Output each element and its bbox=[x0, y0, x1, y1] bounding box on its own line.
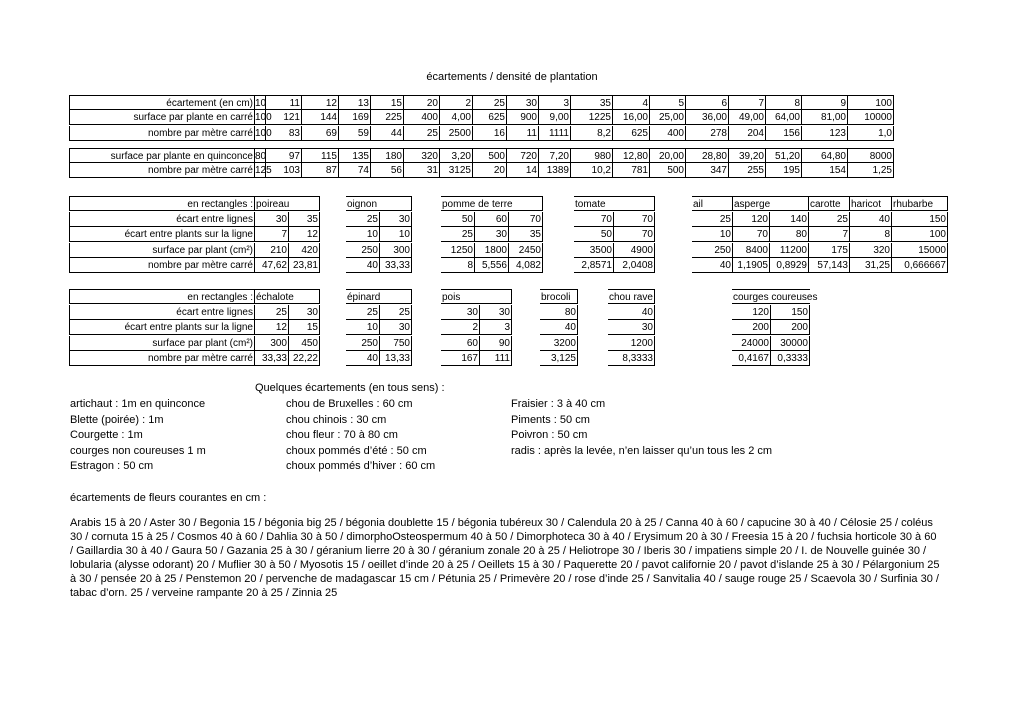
density-cell: 8000 bbox=[848, 148, 894, 163]
density-cell: 100 bbox=[255, 128, 272, 139]
rect1-row-label: nombre par mètre carré bbox=[69, 258, 255, 273]
rect2-cell: 60 bbox=[441, 336, 480, 351]
rect1-row bbox=[0, 196, 1024, 211]
density-cell: 115 bbox=[302, 148, 339, 163]
density-cell: 4,00 bbox=[440, 110, 473, 125]
rect2-cell: 3 bbox=[480, 320, 512, 335]
rect2-row bbox=[0, 320, 1024, 335]
rect2-group-name: brocoli bbox=[540, 289, 578, 304]
density-cell: 8 bbox=[766, 95, 802, 110]
density-cell: 25 bbox=[473, 95, 507, 110]
rect2-cell: 167 bbox=[441, 351, 480, 366]
density-cell: 20,00 bbox=[650, 148, 686, 163]
rect1-cell: 50 bbox=[574, 227, 614, 242]
quelques-title: Quelques écartements (en tous sens) : bbox=[255, 382, 445, 394]
density-cell: 11 bbox=[266, 95, 302, 110]
density-row-label: surface par plante en quinconce bbox=[69, 148, 255, 163]
rect2-cell: 3,125 bbox=[540, 351, 578, 366]
rect1-group-name: ail bbox=[692, 196, 733, 211]
density-cell: 123 bbox=[802, 126, 848, 141]
density-cell: 39,20 bbox=[729, 148, 766, 163]
density-cell: 195 bbox=[766, 163, 802, 178]
density-cell: 225 bbox=[371, 110, 404, 125]
rect2-row-label: surface par plant (cm²) bbox=[69, 336, 255, 351]
rect1-group-name: tomate bbox=[574, 196, 655, 211]
density-cell: 2 bbox=[440, 95, 473, 110]
rect1-cell: 4900 bbox=[614, 243, 655, 258]
rect2-cell: 750 bbox=[380, 336, 412, 351]
density-row-label: écartement (en cm) bbox=[69, 95, 255, 110]
rect2-group-name: courges coureuses bbox=[732, 289, 810, 304]
rect1-cell: 12 bbox=[289, 227, 320, 242]
rect2-cell: 30000 bbox=[771, 336, 810, 351]
rect1-cell: 3500 bbox=[574, 243, 614, 258]
rect1-row-label: écart entre plants sur la ligne bbox=[69, 227, 255, 242]
density-cell: 10,2 bbox=[571, 163, 613, 178]
spacing-note: courges non coureuses 1 m bbox=[70, 444, 206, 457]
rect2-cell: 30 bbox=[441, 305, 480, 320]
density-cell: 12,80 bbox=[613, 148, 650, 163]
density-cell: 121 bbox=[266, 110, 302, 125]
rect1-cell: 2,0408 bbox=[614, 258, 655, 273]
rect1-cell: 150 bbox=[892, 212, 948, 227]
rect2-cell: 25 bbox=[346, 305, 380, 320]
rect1-cell: 40 bbox=[346, 258, 380, 273]
rect1-cell: 50 bbox=[441, 212, 475, 227]
rect1-cell: 250 bbox=[346, 243, 380, 258]
rect1-group-name: oignon bbox=[346, 196, 412, 211]
rect1-cell: 8400 bbox=[733, 243, 770, 258]
rect1-cell: 40 bbox=[692, 258, 733, 273]
rect2-cell: 24000 bbox=[732, 336, 771, 351]
density-row bbox=[69, 95, 894, 110]
density-cell: 51,20 bbox=[766, 148, 802, 163]
rect2-cell: 40 bbox=[540, 320, 578, 335]
rect2-row bbox=[0, 305, 1024, 320]
density-cell: 15 bbox=[371, 95, 404, 110]
density-cell: 8,2 bbox=[571, 126, 613, 141]
density-cell: 9,00 bbox=[539, 110, 571, 125]
density-cell: 255 bbox=[729, 163, 766, 178]
rect2-cell: 22,22 bbox=[289, 351, 320, 366]
density-cell: 28,80 bbox=[686, 148, 729, 163]
rect2-cell: 300 bbox=[255, 336, 289, 351]
density-row bbox=[69, 148, 894, 163]
density-cell: 36,00 bbox=[686, 110, 729, 125]
density-cell: 44 bbox=[371, 126, 404, 141]
rect1-cell: 250 bbox=[692, 243, 733, 258]
spacing-note: choux pommés d’été : 50 cm bbox=[286, 444, 427, 457]
density-cell: 5 bbox=[650, 95, 686, 110]
rect1-cell: 175 bbox=[809, 243, 850, 258]
rect2-cell: 40 bbox=[346, 351, 380, 366]
density-cell: 278 bbox=[686, 126, 729, 141]
density-cell: 320 bbox=[404, 148, 440, 163]
rect2-cell: 25 bbox=[380, 305, 412, 320]
spacing-note: Poivron : 50 cm bbox=[511, 429, 588, 441]
rect2-cell: 0,3333 bbox=[771, 351, 810, 366]
spacing-note: chou de Bruxelles : 60 cm bbox=[286, 398, 413, 410]
rect2-cell: 25 bbox=[255, 305, 289, 320]
density-cell: 14 bbox=[507, 163, 539, 178]
rect2-cell: 15 bbox=[289, 320, 320, 335]
density-row-label: nombre par mètre carré bbox=[69, 163, 255, 178]
density-cell: 20 bbox=[473, 163, 507, 178]
rect2-cell: 200 bbox=[771, 320, 810, 335]
rect1-cell: 25 bbox=[441, 227, 475, 242]
density-cell: 69 bbox=[302, 126, 339, 141]
density-cell: 100 bbox=[255, 112, 272, 123]
density-cell: 9 bbox=[802, 95, 848, 110]
density-cell: 74 bbox=[339, 163, 371, 178]
rect1-cell: 1,1905 bbox=[733, 258, 770, 273]
rect2-group-name: chou rave bbox=[608, 289, 655, 304]
rect1-cell: 11200 bbox=[770, 243, 809, 258]
density-cell: 500 bbox=[473, 148, 507, 163]
rect1-cell: 7 bbox=[255, 227, 289, 242]
density-cell: 6 bbox=[686, 95, 729, 110]
density-cell: 20 bbox=[404, 95, 440, 110]
rect2-group-name: épinard bbox=[346, 289, 412, 304]
rect1-cell: 70 bbox=[574, 212, 614, 227]
density-row bbox=[69, 163, 894, 178]
spacing-note: Fraisier : 3 à 40 cm bbox=[511, 398, 606, 410]
rect1-cell: 100 bbox=[892, 227, 948, 242]
spacing-note: choux pommés d’hiver : 60 cm bbox=[286, 460, 436, 472]
rect1-cell: 8 bbox=[441, 258, 475, 273]
rect1-cell: 1800 bbox=[475, 243, 509, 258]
rect2-cell: 450 bbox=[289, 336, 320, 351]
density-cell: 83 bbox=[266, 126, 302, 141]
rect1-row bbox=[0, 212, 1024, 227]
rect1-row-label: en rectangles : bbox=[69, 196, 255, 211]
density-cell: 500 bbox=[650, 163, 686, 178]
rect2-row-label: écart entre lignes bbox=[69, 305, 255, 320]
rect1-cell: 60 bbox=[475, 212, 509, 227]
rect1-group-name: asperge bbox=[733, 196, 809, 211]
rect2-cell: 2 bbox=[441, 320, 480, 335]
rect1-cell: 33,33 bbox=[380, 258, 412, 273]
density-cell: 64,80 bbox=[802, 148, 848, 163]
density-cell: 64,00 bbox=[766, 110, 802, 125]
rect1-cell: 1250 bbox=[441, 243, 475, 258]
rect1-cell: 70 bbox=[509, 212, 543, 227]
density-cell: 16,00 bbox=[613, 110, 650, 125]
rect2-row bbox=[0, 351, 1024, 366]
spacing-note: Estragon : 50 cm bbox=[70, 460, 154, 472]
density-cell: 781 bbox=[613, 163, 650, 178]
density-cell: 156 bbox=[766, 126, 802, 141]
rect2-cell: 111 bbox=[480, 351, 512, 366]
rect2-group-name: pois bbox=[441, 289, 512, 304]
rect2-cell: 200 bbox=[732, 320, 771, 335]
density-row bbox=[69, 110, 894, 125]
spacing-note: radis : après la levée, n’en laisser qu’un tous les 2 cm bbox=[511, 444, 773, 457]
spacing-note: Piments : 50 cm bbox=[511, 413, 590, 426]
rect1-cell: 70 bbox=[614, 227, 655, 242]
density-row-label: surface par plante en carré bbox=[69, 110, 255, 125]
density-cell: 204 bbox=[729, 126, 766, 141]
density-cell: 25,00 bbox=[650, 110, 686, 125]
density-cell: 625 bbox=[473, 110, 507, 125]
rect2-cell: 30 bbox=[608, 320, 655, 335]
rect2-row-label: nombre par mètre carré bbox=[69, 351, 255, 366]
rect2-cell: 30 bbox=[289, 305, 320, 320]
rect1-cell: 10 bbox=[692, 227, 733, 242]
rect1-cell: 30 bbox=[380, 212, 412, 227]
rect1-group-name: pomme de terre bbox=[441, 196, 543, 211]
density-cell: 3,20 bbox=[440, 148, 473, 163]
density-cell: 56 bbox=[371, 163, 404, 178]
rect1-cell: 25 bbox=[809, 212, 850, 227]
density-cell: 87 bbox=[302, 163, 339, 178]
spacing-note: chou fleur : 70 à 80 cm bbox=[286, 429, 398, 441]
rect1-cell: 30 bbox=[475, 227, 509, 242]
density-cell: 10 bbox=[255, 95, 266, 110]
rect1-cell: 420 bbox=[289, 243, 320, 258]
density-cell: 59 bbox=[339, 126, 371, 141]
rect1-group-name: rhubarbe bbox=[892, 196, 948, 211]
rect2-row bbox=[0, 289, 1024, 304]
density-cell: 135 bbox=[339, 148, 371, 163]
density-cell: 1111 bbox=[539, 126, 571, 141]
density-cell: 81,00 bbox=[802, 110, 848, 125]
rect1-cell: 320 bbox=[850, 243, 892, 258]
rect1-cell: 210 bbox=[255, 243, 289, 258]
rect1-row-label: surface par plant (cm²) bbox=[69, 243, 255, 258]
density-cell: 16 bbox=[473, 126, 507, 141]
spacing-note: Blette (poirée) : 1m bbox=[70, 413, 164, 426]
rect1-cell: 10 bbox=[380, 227, 412, 242]
density-cell: 30 bbox=[507, 95, 539, 110]
rect2-cell: 33,33 bbox=[255, 351, 289, 366]
rect2-cell: 1200 bbox=[608, 336, 655, 351]
density-cell: 31 bbox=[404, 163, 440, 178]
density-cell: 11 bbox=[507, 126, 539, 141]
rect2-cell: 0,4167 bbox=[732, 351, 771, 366]
density-cell: 13 bbox=[339, 95, 371, 110]
rect1-group-name: carotte bbox=[809, 196, 850, 211]
rect2-cell: 80 bbox=[540, 305, 578, 320]
rect1-cell: 23,81 bbox=[289, 258, 320, 273]
density-cell: 1389 bbox=[539, 163, 571, 178]
density-cell: 180 bbox=[371, 148, 404, 163]
density-row-label: nombre par mètre carré bbox=[69, 126, 255, 141]
spacing-note: Courgette : 1m bbox=[70, 429, 143, 441]
rect2-cell: 30 bbox=[480, 305, 512, 320]
spacing-note: chou chinois : 30 cm bbox=[286, 413, 387, 426]
rect1-cell: 5,556 bbox=[475, 258, 509, 273]
rect1-cell: 31,25 bbox=[850, 258, 892, 273]
density-cell: 980 bbox=[571, 148, 613, 163]
density-cell: 347 bbox=[686, 163, 729, 178]
density-cell: 103 bbox=[266, 163, 302, 178]
rect1-group-name: poireau bbox=[255, 196, 320, 211]
density-cell: 10000 bbox=[848, 110, 894, 125]
density-cell: 12 bbox=[302, 95, 339, 110]
rect2-cell: 13,33 bbox=[380, 351, 412, 366]
rect1-row bbox=[0, 243, 1024, 258]
page-title: écartements / densité de plantation bbox=[426, 71, 598, 83]
rect2-cell: 40 bbox=[608, 305, 655, 320]
rect2-cell: 250 bbox=[346, 336, 380, 351]
density-cell: 3 bbox=[539, 95, 571, 110]
density-cell: 400 bbox=[404, 110, 440, 125]
density-cell: 97 bbox=[266, 148, 302, 163]
density-cell: 400 bbox=[650, 126, 686, 141]
rect1-cell: 8 bbox=[850, 227, 892, 242]
rect1-cell: 2,8571 bbox=[574, 258, 614, 273]
rect1-cell: 10 bbox=[346, 227, 380, 242]
rect2-cell: 12 bbox=[255, 320, 289, 335]
density-cell: 625 bbox=[613, 126, 650, 141]
fleurs-text: Arabis 15 à 20 / Aster 30 / Begonia 15 / bégonia big 25 / bégonia doublette 15 / bégonia tubéreux 30 / Calendula 20 à 25 / Canna 40 à 60 / capucine 30 à 40 / Célosie 25 / coléus 30 / cornuta 15 à 25 / Cosmos 40 à 60 / Dahlia 30 à 50 / dimorphoOsteospermum 40 à 50 / Dimorphoteca 30 à 40 / Erysimum 20 à 30 / Freesia 15 à 20 / fuchsia horticole 30 à 60 / Gaillardia 30 à 40 / Gaura 50 / Gazania 25 à 30 / géranium lierre 20 à 30 / géranium zonale 20 à 25 / Heliotrope 30 / Iberis 30 / impatiens simple 20 / I. de Nouvelle guinée 30 / lobularia (alysse odorant) 20 / Muflier 30 à 50 / Myosotis 15 / oeillet d’inde 20 à 25 / Oeillets 15 à 30 / Paquerette 20 / pavot californie 20 / pavot d’islande 25 à 30 / Pélargonium 25 à 30 / pensée 20 à 25 / Penstemon 20 / pervenche de madagascar 15 cm / Pétunia 25 / Primevère 20 / rose d’inde 25 / Sanvitalia 40 / sauge rouge 25 / Scaevola 30 / Surfinia 30 / tabac d’orn. 25 / verveine rampante 20 à 25 / Zinnia 25 bbox=[70, 517, 940, 599]
rect1-cell: 25 bbox=[692, 212, 733, 227]
rect1-cell: 300 bbox=[380, 243, 412, 258]
rect2-cell: 120 bbox=[732, 305, 771, 320]
rect2-group-name: échalote bbox=[255, 289, 320, 304]
rect1-cell: 47,62 bbox=[255, 258, 289, 273]
density-cell: 4 bbox=[613, 95, 650, 110]
density-cell: 169 bbox=[339, 110, 371, 125]
density-cell: 100 bbox=[848, 95, 894, 110]
density-cell: 1,0 bbox=[848, 126, 894, 141]
rect2-row-label: écart entre plants sur la ligne bbox=[69, 320, 255, 335]
rect1-cell: 35 bbox=[289, 212, 320, 227]
rect1-cell: 80 bbox=[770, 227, 809, 242]
rect1-cell: 0,8929 bbox=[770, 258, 809, 273]
density-cell: 7 bbox=[729, 95, 766, 110]
rect1-cell: 30 bbox=[255, 212, 289, 227]
rect2-row-label: en rectangles : bbox=[69, 289, 255, 304]
density-cell: 2500 bbox=[440, 126, 473, 141]
rect1-cell: 15000 bbox=[892, 243, 948, 258]
rect1-row bbox=[0, 227, 1024, 242]
rect1-cell: 140 bbox=[770, 212, 809, 227]
density-cell: 154 bbox=[802, 163, 848, 178]
rect1-cell: 25 bbox=[346, 212, 380, 227]
rect2-cell: 150 bbox=[771, 305, 810, 320]
fleurs-title: écartements de fleurs courantes en cm : bbox=[70, 492, 267, 504]
density-cell: 80 bbox=[255, 148, 266, 163]
rect1-group-name: haricot bbox=[850, 196, 892, 211]
density-cell: 1225 bbox=[571, 110, 613, 125]
rect1-cell: 70 bbox=[614, 212, 655, 227]
rect1-cell: 35 bbox=[509, 227, 543, 242]
density-cell: 900 bbox=[507, 110, 539, 125]
density-cell: 49,00 bbox=[729, 110, 766, 125]
rect1-cell: 57,143 bbox=[809, 258, 850, 273]
rect1-row bbox=[0, 258, 1024, 273]
rect2-cell: 30 bbox=[380, 320, 412, 335]
density-cell: 25 bbox=[404, 126, 440, 141]
rect2-cell: 3200 bbox=[540, 336, 578, 351]
density-cell: 35 bbox=[571, 95, 613, 110]
density-cell: 720 bbox=[507, 148, 539, 163]
spacing-note: artichaut : 1m en quinconce bbox=[70, 398, 206, 410]
density-cell: 125 bbox=[255, 165, 272, 176]
rect1-row-label: écart entre lignes bbox=[69, 212, 255, 227]
rect1-cell: 0,666667 bbox=[892, 258, 948, 273]
rect2-cell: 10 bbox=[346, 320, 380, 335]
rect1-cell: 40 bbox=[850, 212, 892, 227]
rect2-cell: 8,3333 bbox=[608, 351, 655, 366]
rect1-cell: 7 bbox=[809, 227, 850, 242]
density-cell: 144 bbox=[302, 110, 339, 125]
rect1-cell: 2450 bbox=[509, 243, 543, 258]
density-cell: 7,20 bbox=[539, 148, 571, 163]
density-cell: 3125 bbox=[440, 163, 473, 178]
density-cell: 1,25 bbox=[848, 163, 894, 178]
rect1-cell: 120 bbox=[733, 212, 770, 227]
rect2-row bbox=[0, 336, 1024, 351]
rect2-cell: 90 bbox=[480, 336, 512, 351]
rect1-cell: 70 bbox=[733, 227, 770, 242]
rect1-cell: 4,082 bbox=[509, 258, 543, 273]
density-row bbox=[69, 126, 894, 141]
